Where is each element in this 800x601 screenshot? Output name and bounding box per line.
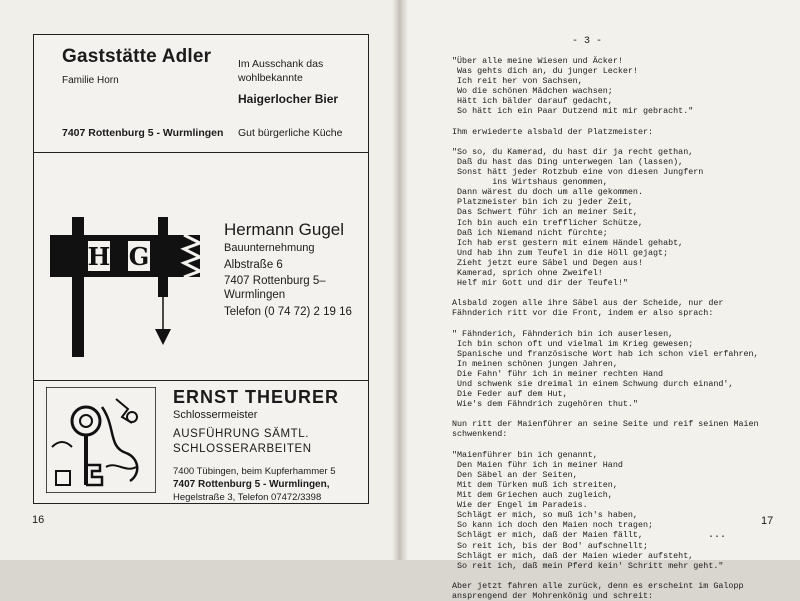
ad-gaststaette-adler (34, 35, 368, 153)
text-line: Den Maien führ ich in meiner Hand (452, 459, 623, 470)
ad3-work-line2: SCHLOSSERARBEITEN (173, 443, 312, 455)
text-line: Hätt ich bälder darauf gedacht, (452, 96, 613, 107)
text-line: So hätt ich ein Paar Dutzend mit mir gebracht." (452, 106, 694, 117)
text-line: "Über alle meine Wiesen und Äcker! (452, 56, 623, 66)
text-line: Den Säbel an der Seiten, (452, 469, 578, 480)
ad3-address-line2: 7407 Rottenburg 5 - Wurmlingen, (173, 479, 330, 490)
ad2-phone: Telefon (0 74 72) 2 19 16 (224, 306, 352, 318)
page-header: - 3 - (572, 36, 603, 47)
ad1-slogan-line1: Im Ausschank das (238, 58, 324, 70)
text-line: ins Wirtshaus genommen, (452, 177, 608, 188)
book-gutter (392, 0, 408, 560)
text-line: Ich reit her von Sachsen, (452, 76, 583, 87)
ad-hermann-gugel (34, 153, 368, 381)
text-line: Daß ich Niemand nicht fürchte; (452, 227, 608, 238)
ad1-slogan (238, 57, 363, 85)
text-line: Alsbald zogen alle ihre Säbel aus der Scheide, nur der (452, 298, 724, 309)
ad1-beer: Haigerlocher Bier (238, 92, 339, 106)
page-number-left: 16 (32, 514, 45, 526)
logo-letter-g: G (128, 242, 150, 271)
text-line: Ich bin schon oft und vielmal im Krieg gewesen; (452, 338, 694, 349)
text-line: Dann wärest du doch um alle gekommen. (452, 187, 643, 198)
ad1-address: 7407 Rottenburg 5 - Wurmlingen (62, 127, 224, 139)
hg-logo-icon (50, 217, 210, 357)
ad3-title: ERNST THEURER (173, 387, 340, 407)
ad2-city-line1: 7407 Rottenburg 5– (224, 275, 326, 287)
text-line: Fähnderich ritt vor die Front, indem er also sprach: (452, 308, 714, 319)
text-line: In meinen schönen jungen Jahren, (452, 358, 618, 369)
key-logo-icon (46, 387, 156, 493)
logo-letter-h: H (87, 242, 111, 271)
text-line: Wie der Engel im Paradeis. (452, 500, 588, 511)
text-line: Schlägt er mich, daß der Maien wieder aufsteht, (452, 550, 694, 561)
text-line: Ich hab erst gestern mit einem Händel gehabt, (452, 237, 684, 248)
ad2-city (224, 274, 364, 302)
text-line: Ihm erwiederte alsbald der Platzmeister: (452, 126, 654, 137)
ad1-title: Gaststätte Adler (62, 46, 212, 67)
text-line: Aber jetzt fahren alle zurück, denn es erscheint im Galopp (452, 580, 744, 591)
text-line: Kamerad, sprich ohne Zweifel! (452, 267, 603, 278)
ad1-slogan-line2: wohlbekannte (238, 72, 303, 84)
ad3-subtitle: Schlossermeister (173, 409, 258, 421)
text-line: Sonst hätt jeder Rotzbub eine von diesen Jungfern (452, 167, 704, 178)
text-line (452, 288, 782, 298)
ad3-address-line3: Hegelstraße 3, Telefon 07472/3398 (173, 492, 322, 503)
text-line: Die Feder auf dem Hut, (452, 389, 568, 400)
text-line: So kann ich doch den Maien noch tragen; (452, 520, 654, 531)
text-line (452, 440, 782, 450)
text-line: Daß du hast das Ding unterwegen lan (lassen), (452, 156, 684, 167)
text-line: Nun ritt der Maienführer an seine Seite und reif seinen Maien (452, 419, 759, 430)
ad2-city-line2: Wurmlingen (224, 289, 286, 301)
text-line: Platzmeister bin ich zu jeder Zeit, (452, 197, 633, 208)
text-line: Wie's dem Fähndrich zugehören thut." (452, 399, 638, 410)
text-line (452, 318, 782, 328)
text-line: Und hab ihn zum Teufel in die Höll gejagt; (452, 247, 669, 258)
ad3-address-line1: 7400 Tübingen, beim Kupferhammer 5 (173, 466, 336, 477)
text-line: Mit dem Griechen auch zugleich, (452, 490, 613, 501)
text-line: Zieht jetzt eure Säbel und Degen aus! (452, 257, 643, 268)
text-line: " Fähnderich, Fähnderich bin ich auserlesen, (452, 328, 674, 339)
text-line (452, 137, 782, 147)
text-line: Und schwenk sie dreimal in einem Schwung durch einand', (452, 379, 734, 389)
text-line (452, 409, 782, 419)
text-line: Ich bin auch ein trefflicher Schütze, (452, 217, 643, 228)
text-line: So reit ich, daß mein Pferd kein' Schritt mehr geht." (452, 560, 724, 571)
left-page (0, 0, 400, 560)
text-line: Die Fahn' führ ich in meiner rechten Hand (452, 368, 664, 379)
text-line (452, 571, 782, 581)
ad2-street: Albstraße 6 (224, 259, 283, 271)
continuation-dots: ... (708, 530, 727, 541)
poem-text (452, 56, 782, 601)
ad1-family: Familie Horn (62, 75, 119, 86)
page-number-right: 17 (761, 515, 774, 527)
text-line: "Maienführer bin ich genannt, (452, 449, 598, 460)
ad3-work-line1: AUSFÜHRUNG SÄMTL. (173, 428, 310, 440)
ad1-kitchen: Gut bürgerliche Küche (238, 127, 343, 139)
ad2-subtitle: Bauunternehmung (224, 242, 315, 254)
text-line: schwenkend: (452, 429, 508, 440)
ad2-title: Hermann Gugel (224, 220, 345, 239)
text-line: Wo die schönen Mädchen wachsen; (452, 86, 613, 97)
text-line: Schlägt er mich, so muß ich's haben, (452, 510, 638, 521)
ad-ernst-theurer (34, 381, 368, 503)
advertisement-panel (33, 34, 369, 504)
text-line: So reit ich, bis der Bod' aufschnellt; (452, 540, 649, 551)
text-line: Schlägt er mich, daß der Maien fällt, (452, 530, 643, 541)
text-line: Das Schwert führ ich an meiner Seit, (452, 207, 638, 218)
text-line: ansprengend der Mohrenkönig und schreit: (452, 590, 654, 601)
text-line: "So so, du Kamerad, du hast dir ja recht gethan, (452, 146, 694, 157)
text-line: Spanische und französische Wort hab ich schon viel erfahren, (452, 348, 759, 359)
text-line (452, 117, 782, 127)
text-line: Was gehts dich an, du junger Lecker! (452, 66, 638, 77)
text-line: Mit dem Türken muß ich streiten, (452, 479, 618, 490)
text-line: Helf mir Gott und dir der Teufel!" (452, 278, 628, 289)
